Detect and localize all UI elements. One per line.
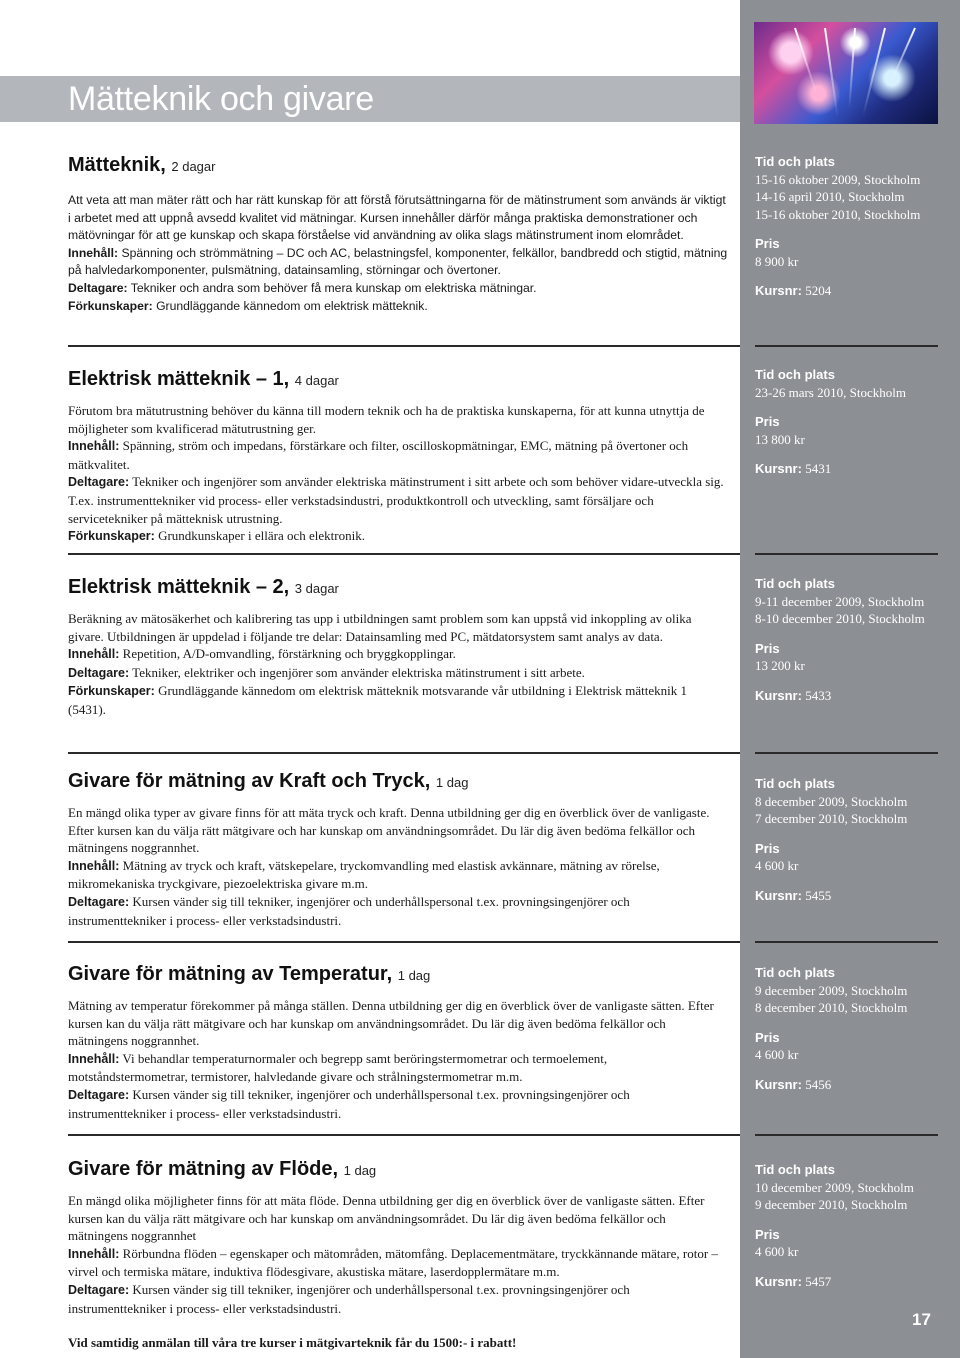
course-section <box>68 961 728 1122</box>
section-divider <box>68 752 740 754</box>
page-title: Mätteknik och givare <box>68 80 374 118</box>
course-price: 4 600 kr <box>755 1244 799 1259</box>
course-participants <box>68 1086 728 1122</box>
course-number-value: 5433 <box>805 687 832 703</box>
course-title <box>68 768 728 796</box>
content-label: Innehåll: <box>68 647 120 662</box>
prerequisites-label: Förkunskaper: <box>68 529 155 544</box>
course-number-label: Kursnr: <box>755 1273 802 1289</box>
price-label: Pris <box>755 1226 780 1242</box>
course-duration: 1 dag <box>435 775 469 790</box>
course-title <box>68 1156 728 1184</box>
prerequisites-label: Förkunskaper: <box>68 298 153 313</box>
content-label: Innehåll: <box>68 1051 120 1066</box>
course-intro: Att veta att man mäter rätt och har rätt kunskap för att förstå förutsättningarna för de mätinstrument som används är viktigt i arbetet med att uppnå avsedd kvalitet vid mätningar. Kursen innehåller därför många praktiska demonstrationer och mätövningar för att ge kunskap och skapa förståelse vid användning av olika slags mätinstrument inom elområdet. <box>68 193 726 243</box>
participants-label: Deltagare: <box>68 475 130 490</box>
section-divider <box>68 1134 740 1136</box>
discount-note: Vid samtidig anmälan till våra tre kurser i mätgivarteknik får du 1500:- i rabatt! <box>68 1335 517 1350</box>
participants-text: Tekniker, elektriker och ingenjörer som använder elektriska mätinstrument i sitt arbete. <box>132 664 585 680</box>
course-content <box>68 857 728 893</box>
course-duration: 3 dagar <box>294 581 339 596</box>
course-dates: 9 december 2009, Stockholm 8 december 2010, Stockholm <box>755 982 908 1015</box>
course-info <box>755 775 940 904</box>
participants-text: Kursen vänder sig till tekniker, ingenjörer och underhållspersonal t.ex. provningsingenjörer och instrumenttekniker i process- eller verkstadsindustri. <box>68 1086 630 1121</box>
course-content <box>68 1050 728 1086</box>
content-text: Vi behandlar temperaturnormaler och begrepp samt beröringstermometrar och termoelement, motståndstermometrar, termistorer, halvledande givare och strålningstermometrar m.m. <box>68 1050 608 1085</box>
content-label: Innehåll: <box>68 439 120 454</box>
participants-label: Deltagare: <box>68 665 130 680</box>
course-title-text: Mätteknik, <box>68 154 166 176</box>
participants-label: Deltagare: <box>68 1087 130 1102</box>
course-number <box>755 282 940 300</box>
course-title-text: Givare för mätning av Kraft och Tryck, <box>68 770 431 792</box>
content-label: Innehåll: <box>68 1246 120 1261</box>
course-number-label: Kursnr: <box>755 687 802 703</box>
course-duration: 1 dag <box>343 1163 377 1178</box>
course-title <box>68 152 728 180</box>
course-number-label: Kursnr: <box>755 283 802 298</box>
course-intro: En mängd olika typer av givare finns för att mäta tryck och kraft. Denna utbildning ger dig en överblick över de vanligaste. Efter kursen kan du välja rätt mätgivare och har kunskap om användningsområdet. Du lär dig även bedöma felkällor och mätningens noggrannhet. <box>68 805 710 856</box>
section-divider <box>68 345 740 347</box>
section-divider <box>68 553 740 555</box>
participants-text: Kursen vänder sig till tekniker, ingenjörer och underhållspersonal t.ex. provningsingenjörer och instrumenttekniker i process- eller verkstadsindustri. <box>68 893 630 928</box>
course-info <box>755 575 940 704</box>
course-section <box>68 574 728 719</box>
course-section <box>68 366 728 546</box>
course-intro: Förutom bra mätutrustning behöver du känna till modern teknik och ha de praktiska kunskaperna, för att kunna utnyttja de möjligheter som kvalificerad mätutrustning ger. <box>68 403 705 436</box>
course-number-value: 5457 <box>805 1273 832 1289</box>
course-info <box>755 964 940 1093</box>
course-title-text: Elektrisk mätteknik – 2, <box>68 576 290 598</box>
course-dates: 8 december 2009, Stockholm 7 december 2010, Stockholm <box>755 793 908 826</box>
time-place-label: Tid och plats <box>755 154 835 169</box>
price-label: Pris <box>755 414 780 429</box>
course-participants <box>68 473 728 527</box>
fiber-optics-photo <box>754 22 938 124</box>
prerequisites-text: Grundläggande kännedom om elektrisk mätteknik motsvarande vår utbildning i Elektrisk mätteknik 1 (5431). <box>68 683 687 717</box>
course-section <box>68 768 728 929</box>
course-price: 8 900 kr <box>755 253 799 269</box>
course-participants <box>68 664 728 683</box>
content-text: Rörbundna flöden – egenskaper och mätområden, mätomfång. Deplacementmätare, tryckkännande mätare, rotor – virvel och termiska mätare, induktiva flödesgivare, akustiska mätare, laserdopplermätare m.m. <box>68 1245 718 1280</box>
course-info <box>755 366 940 478</box>
content-text: Spänning, ström och impedans, förstärkare och filter, oscilloskopmätningar, EMC, mätning på övertoner och mätkvalitet. <box>68 438 689 472</box>
content-label: Innehåll: <box>68 858 120 873</box>
time-place-label: Tid och plats <box>755 965 835 980</box>
course-section <box>68 152 728 315</box>
course-price: 4 600 kr <box>755 858 799 873</box>
course-dates: 10 december 2009, Stockholm 9 december 2010, Stockholm <box>755 1179 914 1212</box>
course-number <box>755 460 940 478</box>
prerequisites-label: Förkunskaper: <box>68 684 155 699</box>
price-label: Pris <box>755 640 780 656</box>
prerequisites-text: Grundkunskaper i ellära och elektronik. <box>158 528 365 544</box>
section-divider-right <box>755 752 938 754</box>
course-content <box>68 645 728 664</box>
content-label: Innehåll: <box>68 245 119 260</box>
time-place-label: Tid och plats <box>755 576 835 591</box>
course-number-label: Kursnr: <box>755 887 802 903</box>
course-number <box>755 687 940 705</box>
course-title <box>68 366 728 394</box>
course-intro: Beräkning av mätosäkerhet och kalibrering tas upp i utbildningen samt problem som kan uppstå vid inkoppling av olika givare. Utbildningen är uppdelad i följande tre delar: Datainsamling med PC, mätdatorsystem samt analys av data. <box>68 611 692 644</box>
time-place-label: Tid och plats <box>755 776 835 791</box>
course-dates: 9-11 december 2009, Stockholm 8-10 december 2010, Stockholm <box>755 593 925 626</box>
course-prerequisites <box>68 682 728 718</box>
course-title <box>68 961 728 989</box>
course-number-value: 5456 <box>805 1076 832 1092</box>
section-divider-right <box>755 941 938 943</box>
participants-label: Deltagare: <box>68 894 130 909</box>
course-price: 13 800 kr <box>755 431 805 447</box>
course-content <box>68 245 728 280</box>
course-number-value: 5431 <box>805 461 832 476</box>
course-number <box>755 1076 940 1094</box>
content-text: Mätning av tryck och kraft, vätskepelare, tryckomvandling med elastisk avkännare, mätning av rörelse, mikromekaniska tryckgivare, piezoelektriska givare m.m. <box>68 857 660 892</box>
participants-label: Deltagare: <box>68 1282 130 1297</box>
course-intro: Mätning av temperatur förekommer på många ställen. Denna utbildning ger dig en överblick över de vanligaste sätten. Efter kursen kan du välja rätt mätgivare och har kunskap om användningsområdet. Du lär dig även bedöma felkällor och mätningens noggrannhet. <box>68 998 714 1049</box>
course-info <box>755 153 940 300</box>
course-content <box>68 1245 728 1281</box>
course-number-label: Kursnr: <box>755 1076 802 1092</box>
course-number <box>755 887 940 905</box>
course-duration: 4 dagar <box>294 373 339 388</box>
participants-text: Kursen vänder sig till tekniker, ingenjörer och underhållspersonal t.ex. provningsingenjörer och instrumenttekniker i process- eller verkstadsindustri. <box>68 1281 630 1316</box>
section-divider-right <box>755 345 938 347</box>
course-title-text: Givare för mätning av Temperatur, <box>68 963 393 985</box>
content-text: Repetition, A/D-omvandling, förstärkning och bryggkopplingar. <box>122 646 456 662</box>
prerequisites-text: Grundläggande kännedom om elektrisk mätteknik. <box>156 298 428 313</box>
participants-text: Tekniker och ingenjörer som använder elektriska mätinstrument i sitt arbete och som behöver vidare-utveckla sig. T.ex. instrumenttekniker vid process- eller verkstadsindustri, produktkontroll och utveckling, samt försäljare och servicetekniker på mätteknisk utrustning. <box>68 474 724 526</box>
course-prerequisites <box>68 527 728 546</box>
course-participants <box>68 893 728 929</box>
section-divider-right <box>755 1134 938 1136</box>
course-title-text: Givare för mätning av Flöde, <box>68 1158 339 1180</box>
course-section <box>68 1156 728 1317</box>
course-content <box>68 437 728 473</box>
price-label: Pris <box>755 236 780 251</box>
course-participants <box>68 1281 728 1317</box>
course-intro: En mängd olika möjligheter finns för att mäta flöde. Denna utbildning ger dig en överblick över de vanligaste sätten. Efter kursen kan du välja rätt mätgivare och har kunskap om användningsområdet. Du lär dig även bedöma felkällor och mätningens noggrannhet <box>68 1193 705 1244</box>
content-text: Spänning och strömmätning – DC och AC, belastningsfel, komponenter, felkällor, bandbredd och stigtid, mätning på halvledarkomponenter, pulsmätning, datainsamling, störningar och övertoner. <box>68 245 728 278</box>
page-number: 17 <box>912 1310 931 1329</box>
price-label: Pris <box>755 1029 780 1045</box>
participants-label: Deltagare: <box>68 280 128 295</box>
course-number-value: 5455 <box>805 887 832 903</box>
course-price: 13 200 kr <box>755 658 805 673</box>
course-number <box>755 1273 940 1291</box>
section-divider <box>68 941 740 943</box>
price-label: Pris <box>755 840 780 856</box>
course-dates: 15-16 oktober 2009, Stockholm 14-16 april 2010, Stockholm 15-16 oktober 2010, Stockholm <box>755 171 921 222</box>
course-info <box>755 1161 940 1290</box>
course-dates: 23-26 mars 2010, Stockholm <box>755 384 906 400</box>
section-divider-right <box>755 553 938 555</box>
time-place-label: Tid och plats <box>755 367 835 382</box>
course-title <box>68 574 728 602</box>
course-participants <box>68 280 728 298</box>
participants-text: Tekniker och andra som behöver få mera kunskap om elektriska mätningar. <box>130 280 537 295</box>
course-prerequisites <box>68 298 728 316</box>
course-price: 4 600 kr <box>755 1047 799 1062</box>
course-number-value: 5204 <box>805 283 832 298</box>
time-place-label: Tid och plats <box>755 1162 835 1177</box>
course-duration: 1 dag <box>397 968 431 983</box>
course-title-text: Elektrisk mätteknik – 1, <box>68 368 290 390</box>
course-duration: 2 dagar <box>171 159 216 174</box>
course-number-label: Kursnr: <box>755 461 802 476</box>
